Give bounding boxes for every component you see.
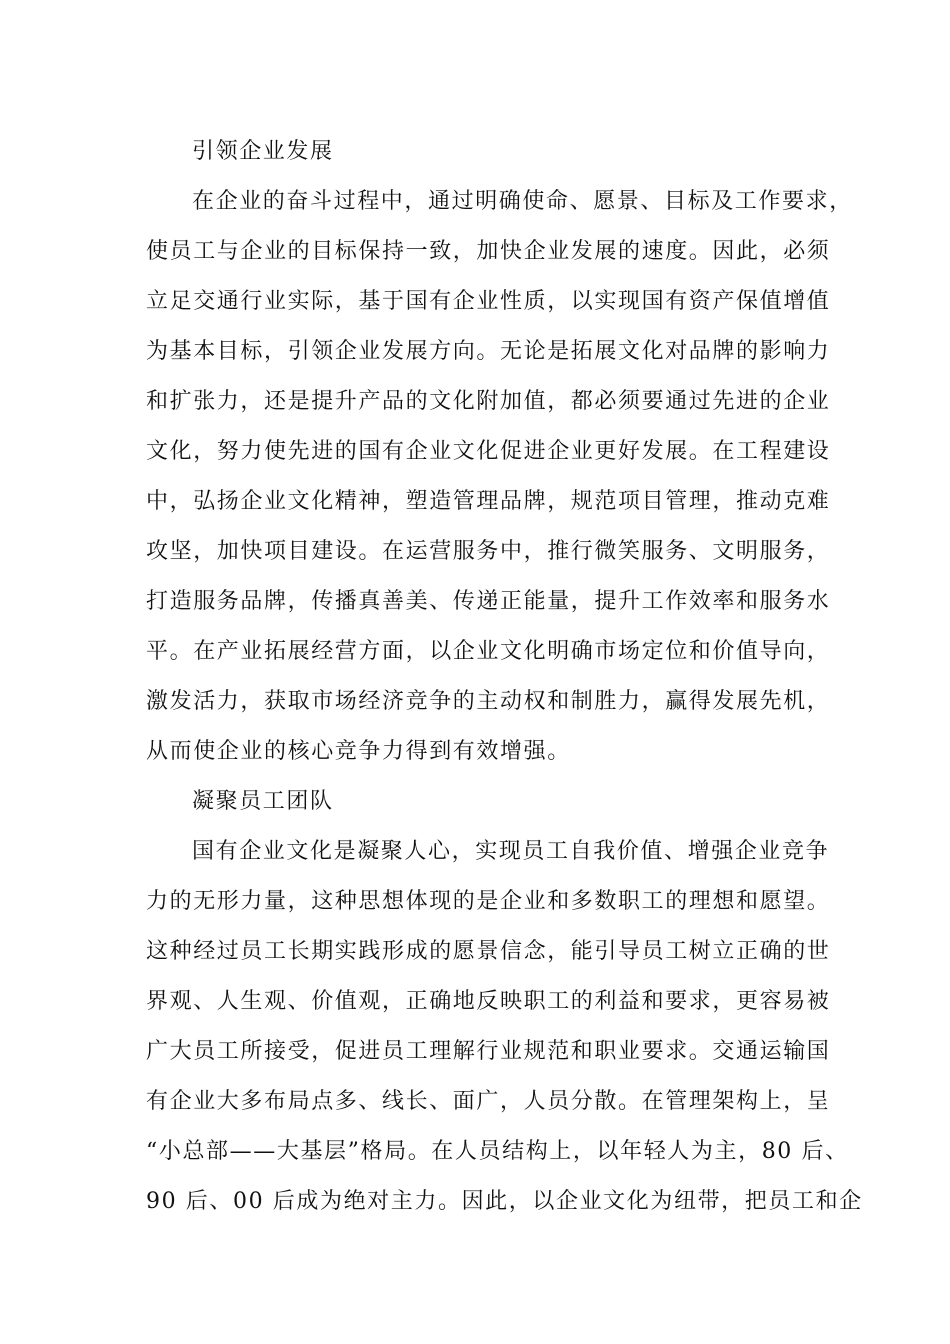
text-line: 打造服务品牌，传播真善美、传递正能量，提升工作效率和服务水 — [146, 589, 831, 614]
text-line: 攻坚，加快项目建设。在运营服务中，推行微笑服务、文明服务， — [146, 539, 831, 564]
text-line: 激发活力，获取市场经济竞争的主动权和制胜力，赢得发展先机， — [146, 689, 831, 714]
text-line: 90 后、00 后成为绝对主力。因此，以企业文化为纽带，把员工和企 — [146, 1189, 863, 1214]
text-line: 和扩张力，还是提升产品的文化附加值，都必须要通过先进的企业 — [146, 389, 831, 414]
text-line: 使员工与企业的目标保持一致，加快企业发展的速度。因此，必须 — [146, 239, 831, 264]
text-line: 广大员工所接受，促进员工理解行业规范和职业要求。交通运输国 — [146, 1039, 831, 1064]
text-line: 在企业的奋斗过程中，通过明确使命、愿景、目标及工作要求， — [192, 189, 853, 214]
text-line: 国有企业文化是凝聚人心，实现员工自我价值、增强企业竞争 — [192, 839, 830, 864]
text-line: 有企业大多布局点多、线长、面广，人员分散。在管理架构上，呈 — [146, 1089, 831, 1114]
section-heading: 引领企业发展 — [192, 139, 334, 164]
text-line: 这种经过员工长期实践形成的愿景信念，能引导员工树立正确的世 — [146, 939, 831, 964]
text-line: 界观、人生观、价值观，正确地反映职工的利益和要求，更容易被 — [146, 989, 831, 1014]
text-line: 中，弘扬企业文化精神，塑造管理品牌，规范项目管理，推动克难 — [146, 489, 831, 514]
text-line: 力的无形力量，这种思想体现的是企业和多数职工的理想和愿望。 — [146, 889, 831, 914]
text-line: 平。在产业拓展经营方面，以企业文化明确市场定位和价值导向， — [146, 639, 831, 664]
text-line: 文化，努力使先进的国有企业文化促进企业更好发展。在工程建设 — [146, 439, 831, 464]
text-line: 为基本目标，引领企业发展方向。无论是拓展文化对品牌的影响力 — [146, 339, 831, 364]
section-heading: 凝聚员工团队 — [192, 789, 334, 814]
text-line: “小总部——大基层”格局。在人员结构上，以年轻人为主，80 后、 — [146, 1139, 849, 1164]
text-line: 立足交通行业实际，基于国有企业性质，以实现国有资产保值增值 — [146, 289, 831, 314]
text-line: 从而使企业的核心竞争力得到有效增强。 — [146, 739, 571, 764]
